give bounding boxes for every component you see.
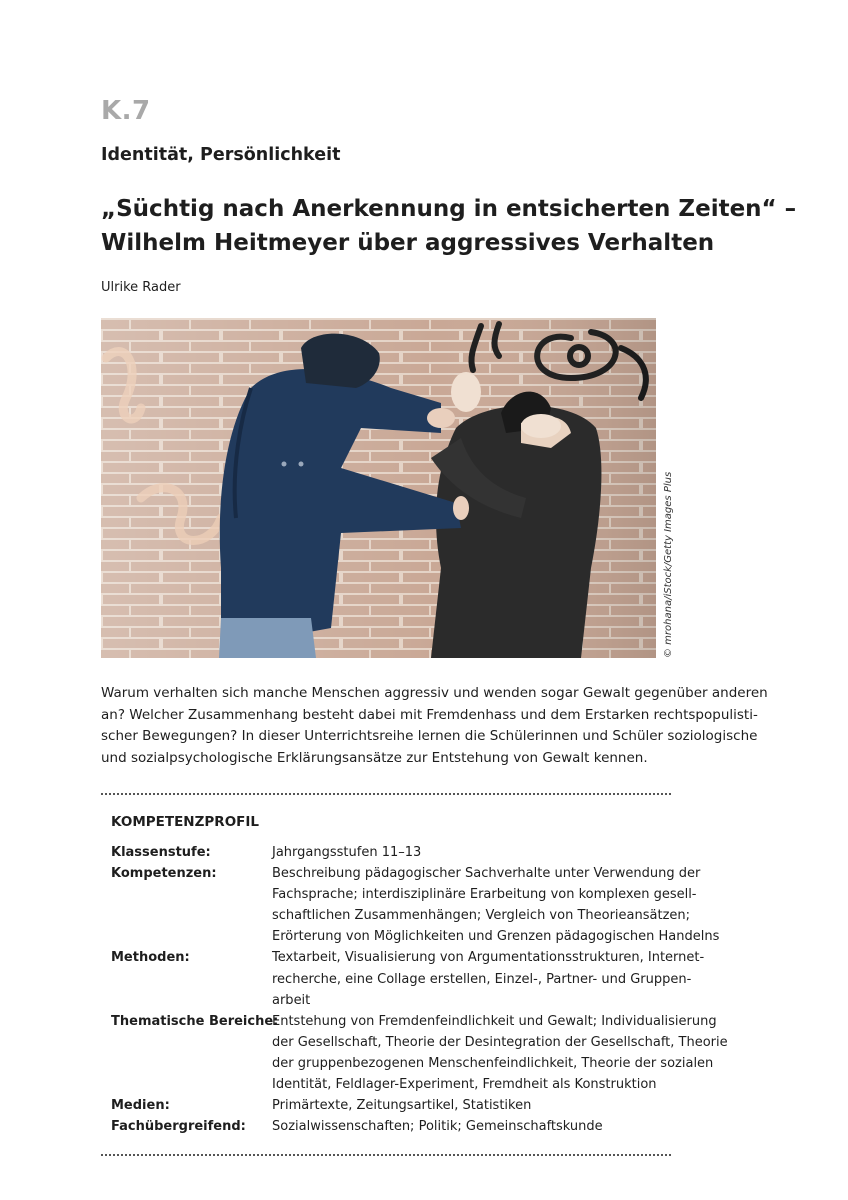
profile-value-line: Beschreibung pädagogischer Sachverhalte unter Verwendung der <box>272 866 701 882</box>
profile-row-methoden <box>111 947 705 1010</box>
photo-credit: © mrohana/iStock/Getty Images Plus <box>663 471 674 658</box>
profile-label: Methoden: <box>111 950 190 966</box>
profile-label: Thematische Bereiche: <box>111 1013 279 1029</box>
profile-value-line: Entstehung von Fremdenfeindlichkeit und Gewalt; Individualisierung <box>272 1013 717 1029</box>
profile-label: Kompetenzen: <box>111 866 217 882</box>
intro-line: Warum verhalten sich manche Menschen aggressiv und wenden sogar Gewalt gegenüber anderen <box>101 685 768 701</box>
profile-label: Medien: <box>111 1098 170 1114</box>
profile-value-line: Erörterung von Möglichkeiten und Grenzen pädagogischen Handelns <box>272 929 720 945</box>
profile-value-line: arbeit <box>272 992 311 1008</box>
dotted-divider-bottom <box>101 1154 671 1156</box>
profile-row-fachuebergreifend <box>111 1116 671 1137</box>
profile-row-kompetenzen <box>111 863 720 947</box>
profile-value <box>272 1095 671 1116</box>
profile-value <box>272 863 719 947</box>
dotted-divider-top <box>101 793 671 795</box>
profile-value <box>272 1116 671 1137</box>
profile-value <box>272 842 671 863</box>
author-name: Ulrike Rader <box>101 280 181 295</box>
profile-value-line: der gruppenbezogenen Menschenfeindlichkeit, Theorie der sozialen <box>272 1055 714 1071</box>
profile-row-medien <box>111 1095 671 1116</box>
photo-illustration <box>101 318 656 658</box>
profile-row-thematische-bereiche <box>111 1011 728 1095</box>
profile-value-line: Identität, Feldlager-Experiment, Fremdheit als Konstruktion <box>272 1077 657 1093</box>
profile-label: Klassenstufe: <box>111 845 211 860</box>
profile-row-klassenstufe <box>111 842 671 863</box>
section-heading: Identität, Persönlichkeit <box>101 145 341 165</box>
profile-value-line: Primärtexte, Zeitungsartikel, Statistiken <box>272 1098 532 1114</box>
profile-value-line: Textarbeit, Visualisierung von Argumentationsstrukturen, Internet- <box>272 950 705 966</box>
title-line: „Süchtig nach Anerkennung in entsicherten Zeiten“ – <box>101 196 797 222</box>
title-line: Wilhelm Heitmeyer über aggressives Verhalten <box>101 230 715 256</box>
profile-heading: KOMPETENZPROFIL <box>111 814 260 830</box>
profile-value <box>272 947 704 1010</box>
profile-value-line: der Gesellschaft, Theorie der Desintegration der Gesellschaft, Theorie <box>272 1034 728 1050</box>
profile-value-line: Jahrgangsstufen 11–13 <box>272 845 422 860</box>
intro-paragraph <box>101 683 768 769</box>
profile-value <box>272 1011 728 1095</box>
chapter-code: K.7 <box>101 96 151 126</box>
profile-label: Fachübergreifend: <box>111 1119 246 1135</box>
page-title <box>101 192 797 260</box>
intro-line: an? Welcher Zusammenhang besteht dabei mit Fremdenhass und dem Erstarken rechtspopulisti- <box>101 706 758 723</box>
profile-value-line: recherche, eine Collage erstellen, Einzel-, Partner- und Gruppen- <box>272 971 692 987</box>
profile-value-line: Sozialwissenschaften; Politik; Gemeinschaftskunde <box>272 1119 603 1135</box>
competence-profile <box>111 842 728 1137</box>
profile-value-line: schaftlichen Zusammenhängen; Vergleich von Theorieansätzen; <box>272 908 691 924</box>
profile-value-line: Fachsprache; interdisziplinäre Erarbeitung von komplexen gesell- <box>272 887 697 903</box>
intro-line: und sozialpsychologische Erklärungsansätze zur Entstehung von Gewalt kennen. <box>101 749 648 766</box>
intro-line: scher Bewegungen? In dieser Unterrichtsreihe lernen die Schülerinnen und Schüler soziologische <box>101 728 758 744</box>
cover-photo <box>101 318 656 658</box>
